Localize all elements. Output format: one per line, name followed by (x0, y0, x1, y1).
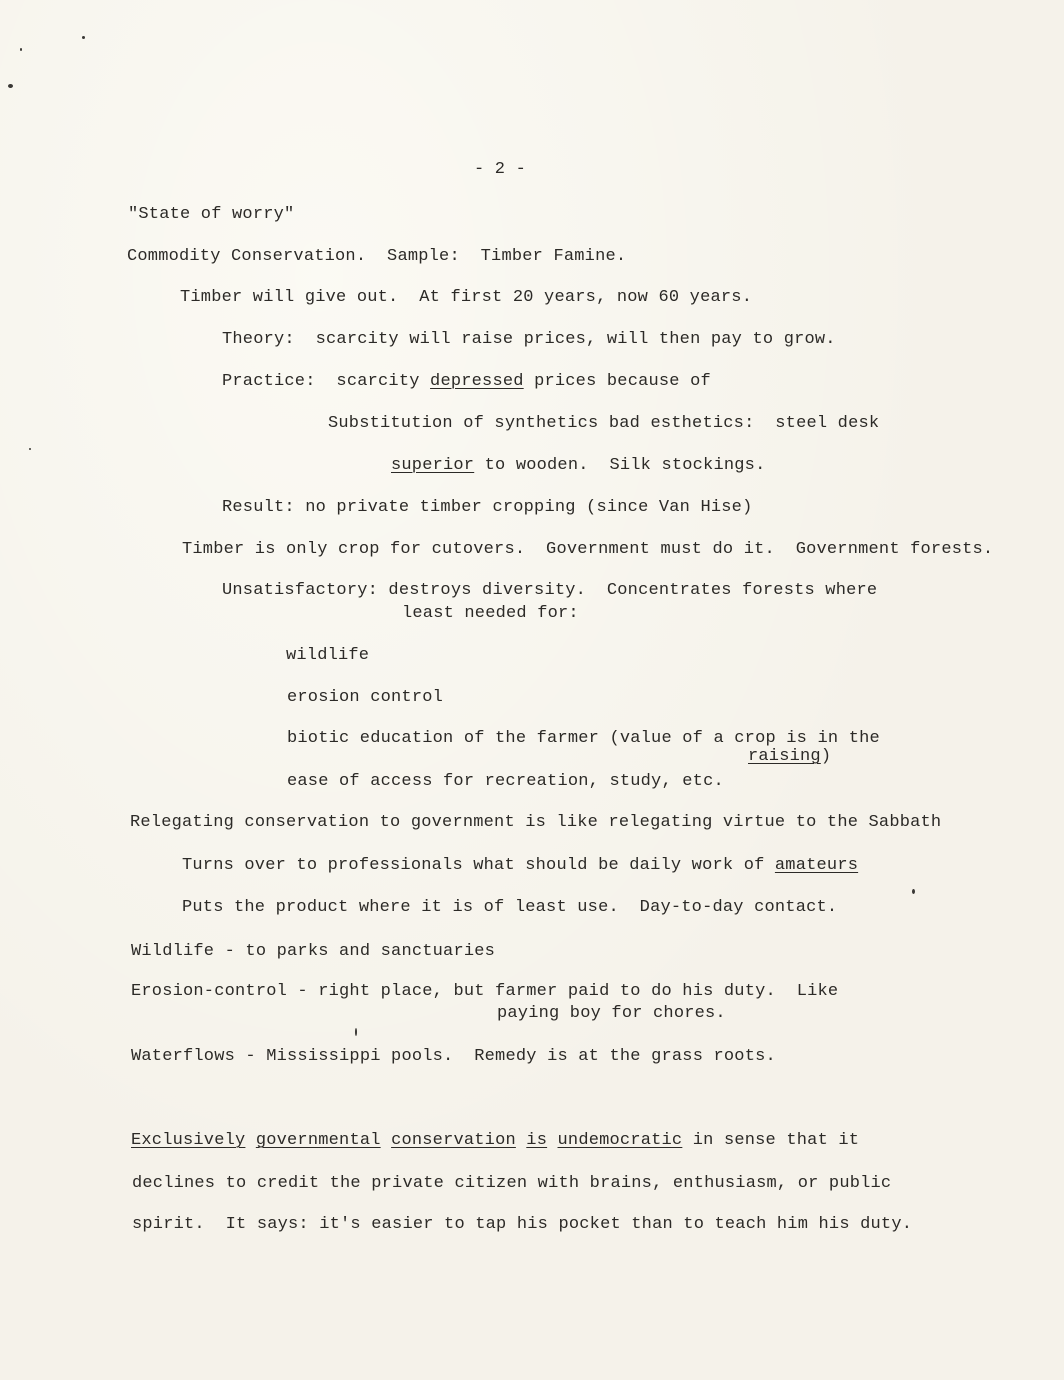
text-line (182, 856, 858, 876)
text-line: Timber is only crop for cutovers. Government must do it. Government forests. (182, 540, 994, 559)
page-number: - 2 - (474, 160, 527, 179)
paper-speck (912, 889, 915, 894)
list-item: erosion control (287, 688, 444, 707)
text-run: to wooden. Silk stockings. (474, 456, 766, 475)
text-line: paying boy for chores. (497, 1004, 726, 1023)
text-line: Substitution of synthetics bad esthetics: steel desk (328, 414, 880, 433)
underlined-word: superior (391, 456, 475, 475)
paper-speck (82, 36, 85, 39)
text-line: Waterflows - Mississippi pools. Remedy is at the grass roots. (131, 1047, 776, 1066)
text-line (748, 747, 831, 767)
text-run: in sense that it (682, 1131, 860, 1150)
text-run: Practice: scarcity (222, 372, 431, 391)
underlined-word: conservation (391, 1131, 516, 1150)
text-line: Result: no private timber cropping (since Van Hise) (222, 498, 753, 517)
text-run (547, 1131, 557, 1150)
text-line: Commodity Conservation. Sample: Timber Famine. (127, 247, 627, 266)
text-run (516, 1131, 526, 1150)
text-line: Erosion-control - right place, but farmer paid to do his duty. Like (131, 982, 839, 1001)
underlined-word: is (526, 1131, 548, 1150)
text-line: Puts the product where it is of least use. Day-to-day contact. (182, 898, 838, 917)
text-line: declines to credit the private citizen with brains, enthusiasm, or public (132, 1174, 892, 1193)
underlined-word: undemocratic (557, 1131, 683, 1150)
text-line: Timber will give out. At first 20 years, now 60 years. (180, 288, 753, 307)
text-line (222, 372, 711, 392)
text-line: "State of worry" (128, 205, 295, 224)
text-line (131, 1131, 859, 1151)
text-line: least needed for: (402, 604, 579, 623)
paper-speck (8, 84, 13, 88)
underlined-word: Exclusively (131, 1131, 246, 1150)
text-run: ) (820, 747, 832, 766)
paper-speck (29, 448, 31, 450)
text-run (381, 1131, 391, 1150)
text-line: spirit. It says: it's easier to tap his pocket than to teach him his duty. (132, 1215, 913, 1234)
text-run (245, 1131, 255, 1150)
text-line: Unsatisfactory: destroys diversity. Concentrates forests where (222, 581, 878, 600)
list-item: biotic education of the farmer (value of a crop is in the (287, 729, 880, 748)
text-run: prices because of (523, 372, 711, 391)
paper-speck (20, 48, 22, 51)
underlined-word: depressed (430, 372, 524, 391)
underlined-word: amateurs (774, 856, 859, 875)
text-run: Turns over to professionals what should be daily work of (182, 856, 775, 875)
underlined-word: raising (748, 747, 821, 766)
text-line (391, 456, 765, 476)
list-item: wildlife (286, 646, 370, 665)
text-line: Wildlife - to parks and sanctuaries (131, 942, 496, 961)
text-line: Theory: scarcity will raise prices, will then pay to grow. (222, 330, 836, 349)
underlined-word: governmental (255, 1131, 381, 1150)
paper-speck (355, 1028, 357, 1036)
list-item: ease of access for recreation, study, etc. (287, 772, 724, 791)
text-line: Relegating conservation to government is like relegating virtue to the Sabbath (130, 813, 942, 832)
